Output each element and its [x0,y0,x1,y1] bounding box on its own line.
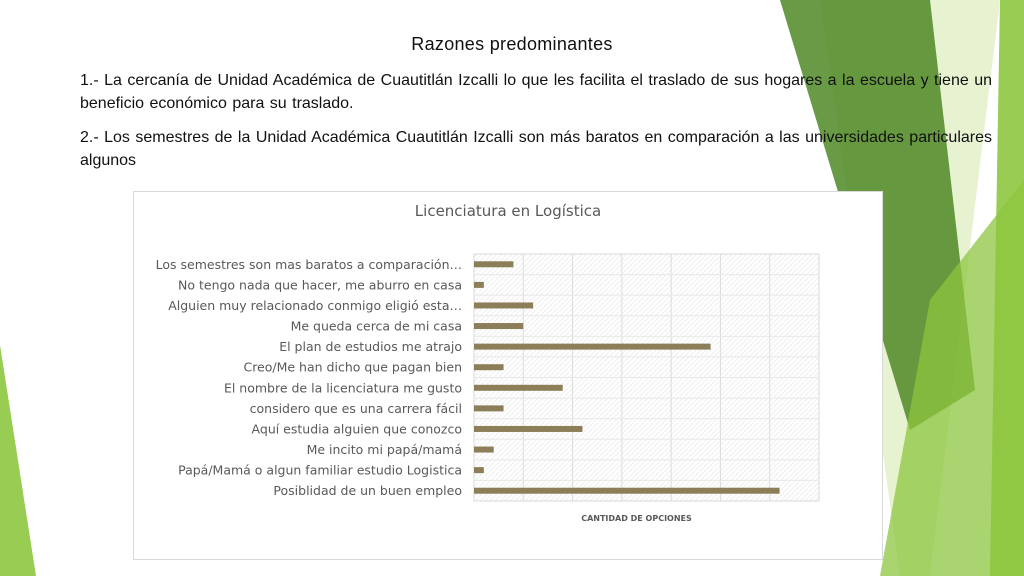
category-label: Aquí estudia alguien que conozco [251,421,462,437]
chart-container [133,191,883,560]
category-label: No tengo nada que hacer, me aburro en casa [178,277,462,293]
bar [474,467,484,473]
bar [474,282,484,288]
category-label: Creo/Me han dicho que pagan bien [243,359,462,375]
chart-title: Licenciatura en Logística [414,202,602,220]
reason-paragraph-2: 2.- Los semestres de la Unidad Académica Cuautitlán Izcalli son más baratos en comparación a las universidades particulares algunos [80,129,992,169]
bar [474,302,533,308]
category-label: Alguien muy relacionado conmigo eligió esta… [168,297,462,313]
bar [474,426,582,432]
green-stripe-left-edge [0,345,36,576]
category-label: Me queda cerca de mi casa [290,318,462,334]
category-label: Me incito mi papá/mamá [306,442,462,458]
x-axis-title: CANTIDAD DE OPCIONES [581,514,692,523]
category-label: El plan de estudios me atrajo [279,339,462,355]
bar [474,405,504,411]
bar [474,323,523,329]
category-label: Los semestres son mas baratos a comparación… [155,256,462,272]
category-label: Posiblidad de un buen empleo [273,483,462,499]
slide-title: Razones predominantes [411,34,613,54]
bar [474,488,780,494]
bar-chart [134,192,884,561]
bar [474,344,711,350]
bar [474,364,504,370]
reason-paragraph-1: 1.- La cercanía de Unidad Académica de Cuautitlán Izcalli lo que les facilita el traslado de sus hogares a la escuela y tiene un beneficio económico para su traslado. [80,72,992,112]
bar [474,261,513,267]
category-label: Papá/Mamá o algun familiar estudio Logistica [178,462,462,478]
bar [474,447,494,453]
category-label: considero que es una carrera fácil [249,400,462,416]
bar [474,385,563,391]
category-label: El nombre de la licenciatura me gusto [223,380,462,396]
